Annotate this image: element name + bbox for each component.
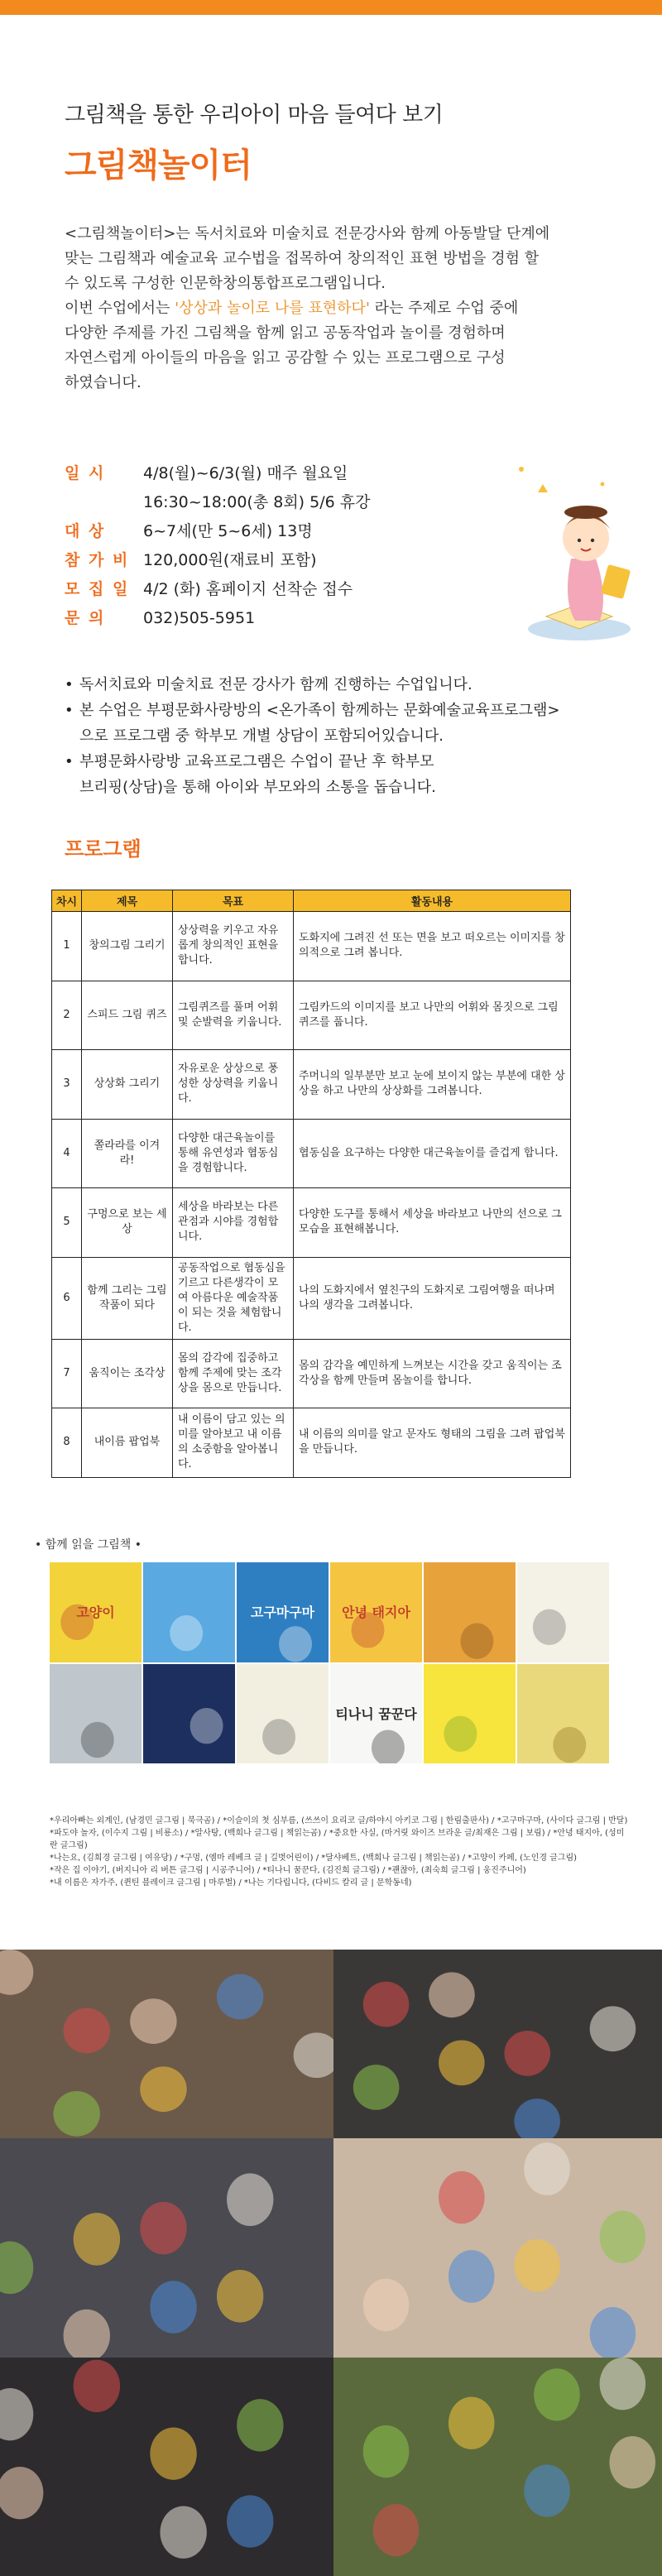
session-goal: 세상을 바라보는 다른 관점과 시야를 경험합니다. — [173, 1188, 294, 1258]
activity-photo — [0, 2138, 333, 2358]
session-title: 상상화 그리기 — [82, 1050, 173, 1120]
book-cover-title: 안녕 태지아 — [342, 1605, 410, 1621]
session-title: 움직이는 조각상 — [82, 1339, 173, 1408]
notice-item — [65, 672, 611, 698]
session-number: 1 — [52, 912, 82, 981]
book-cover-art — [143, 1562, 235, 1662]
session-number: 8 — [52, 1408, 82, 1478]
session-goal: 상상력을 키우고 자유롭게 창의적인 표현을 합니다. — [173, 912, 294, 981]
book-cover-art — [143, 1664, 235, 1764]
session-goal: 그림퀴즈를 풀며 어휘 및 순발력을 키웁니다. — [173, 981, 294, 1050]
session-activity: 내 이름의 의미를 알고 문자도 형태의 그림을 그려 팝업북을 만듭니다. — [294, 1408, 571, 1478]
book-cover — [143, 1562, 235, 1662]
session-activity: 나의 도화지에서 옆친구의 도화지로 그림여행을 떠나며 나의 생각을 그려봅니다. — [294, 1257, 571, 1339]
table-header-row — [52, 890, 571, 912]
photo-scene — [333, 2358, 662, 2576]
table-row — [52, 1050, 571, 1120]
session-activity: 다양한 도구를 통해서 세상을 바라보고 나만의 선으로 그 모습을 표현해봅니다. — [294, 1188, 571, 1258]
intro-line: 다양한 주제를 가진 그림책을 함께 읽고 공동작업과 놀이를 경험하며 — [65, 324, 506, 342]
credit-line: *내 이름은 자가주, (퀸틴 블레이크 글그림 | 마루벌) / *나는 기다립니다, (다비드 칼리 글 | 문학동네) — [50, 1878, 412, 1888]
page-title: 그림책놀이터 — [65, 146, 252, 185]
info-value: 16:30~18:00(총 8회) 5/6 휴강 — [143, 493, 371, 511]
book-cover — [330, 1562, 422, 1662]
photo-scene — [0, 2358, 333, 2576]
table-row — [52, 1119, 571, 1188]
child-reading-illustration — [513, 459, 637, 654]
table-row — [52, 1408, 571, 1478]
notice-item — [65, 749, 611, 800]
table-row — [52, 912, 571, 981]
session-number: 2 — [52, 981, 82, 1050]
session-activity: 도화지에 그려진 선 또는 면을 보고 떠오르는 이미지를 창의적으로 그려 봅니다. — [294, 912, 571, 981]
info-value: 120,000원(재료비 포함) — [143, 551, 317, 569]
column-header: 활동내용 — [294, 890, 571, 912]
session-number: 3 — [52, 1050, 82, 1120]
bullet-dot: • — [65, 753, 74, 770]
info-value: 6~7세(만 5~6세) 13명 — [143, 522, 313, 540]
photo-scene — [333, 1950, 662, 2138]
activity-photo-grid — [0, 1950, 662, 2576]
book-cover-art — [50, 1664, 142, 1764]
column-header: 목표 — [173, 890, 294, 912]
session-title: 구멍으로 보는 세상 — [82, 1188, 173, 1258]
photo-scene — [333, 2138, 662, 2358]
table-row — [52, 1188, 571, 1258]
book-cover-title: 티나니 꿈꾼다 — [335, 1705, 417, 1722]
info-label: 일 시 — [65, 464, 106, 482]
photo-scene — [0, 1950, 333, 2138]
info-recruit — [65, 575, 370, 604]
intro-line: 자연스럽게 아이들의 마음을 읽고 공감할 수 있는 프로그램으로 구성 — [65, 349, 506, 367]
program-section-title: 프로그램 — [65, 837, 142, 861]
info-block — [65, 459, 370, 633]
book-cover — [424, 1562, 516, 1662]
credit-line: *파도야 놀자, (이수지 그림 | 비룡소) / *알사탕, (백희나 글그림 | 책읽는곰) / *중요한 사실, (마거릿 와이즈 브라운 글/최재은 그림 | 보림) / *안녕 태지아, (성미란 글그림) — [50, 1829, 625, 1850]
info-label: 참 가 비 — [65, 551, 130, 569]
session-number: 7 — [52, 1339, 82, 1408]
intro-line: <그림책놀이터>는 독서치료와 미술치료 전문강사와 함께 아동발달 단계에 — [65, 225, 550, 242]
book-cover — [517, 1664, 609, 1764]
info-label: 대 상 — [65, 522, 106, 540]
session-title: 창의그림 그리기 — [82, 912, 173, 981]
info-label: 문 의 — [65, 609, 106, 627]
book-cover — [50, 1562, 142, 1662]
session-number: 4 — [52, 1119, 82, 1188]
book-cover — [50, 1664, 142, 1764]
table-row — [52, 1257, 571, 1339]
book-cover — [237, 1562, 329, 1662]
info-label: 모 집 일 — [65, 580, 130, 598]
session-goal: 내 이름이 담고 있는 의미를 알아보고 내 이름의 소중함을 알아봅니다. — [173, 1408, 294, 1478]
intro-text: 라는 주제로 수업 중에 — [369, 300, 519, 317]
bullet-dot: • — [65, 676, 74, 693]
info-value: 4/2 (화) 홈페이지 선착순 접수 — [143, 580, 353, 598]
intro-line: 맞는 그림책과 예술교육 교수법을 접목하여 창의적인 표현 방법을 경험 할 — [65, 250, 540, 267]
credit-line: *작은 집 이야기, (버지니아 리 버튼 글그림 | 시공주니어) / *티나니 꿈꾼다, (김진희 글그림) / *괜찮아, (최숙희 글그림 | 웅진주니어) — [50, 1866, 526, 1875]
credit-line: *나는요, (김희경 글그림 | 여유당) / *구멍, (엠마 레베크 글 | 길벗어린이) / *달샤베트, (백희나 글그림 | 책읽는곰) / *고양이 카페, (노인경 글그림) — [50, 1854, 578, 1863]
notice-text: 으로 프로그램 중 학부모 개별 상담이 포함되어있습니다. — [79, 727, 444, 745]
session-title: 함께 그리는 그림 작품이 되다 — [82, 1257, 173, 1339]
intro-line — [65, 296, 611, 321]
column-header: 제목 — [82, 890, 173, 912]
session-goal: 몸의 감각에 집중하고 함께 주제에 맞는 조각상을 몸으로 만듭니다. — [173, 1339, 294, 1408]
intro-highlight: '상상과 놀이로 나를 표현하다' — [175, 300, 370, 317]
info-value: 4/8(월)~6/3(월) 매주 월요일 — [143, 464, 348, 482]
book-cover — [424, 1664, 516, 1764]
photo-scene — [0, 2138, 333, 2358]
info-value: 032)505-5951 — [143, 609, 256, 627]
intro-line: 하였습니다. — [65, 374, 142, 391]
notice-text: 독서치료와 미술치료 전문 강사가 함께 진행하는 수업입니다. — [79, 676, 473, 693]
session-title: 스피드 그림 퀴즈 — [82, 981, 173, 1050]
book-cover-art — [517, 1664, 609, 1764]
book-cover — [237, 1664, 329, 1764]
activity-photo — [0, 1950, 333, 2138]
page-subtitle: 그림책을 통한 우리아이 마음 들여다 보기 — [65, 103, 444, 127]
info-target — [65, 517, 370, 546]
info-schedule — [65, 459, 370, 488]
session-number: 6 — [52, 1257, 82, 1339]
table-row — [52, 1339, 571, 1408]
session-activity: 주머니의 일부분만 보고 눈에 보이지 않는 부분에 대한 상상을 하고 나만의 상상화를 그려봅니다. — [294, 1050, 571, 1120]
session-number: 5 — [52, 1188, 82, 1258]
session-activity: 협동심을 요구하는 다양한 대근육놀이를 즐겁게 합니다. — [294, 1119, 571, 1188]
activity-photo — [333, 2138, 662, 2358]
notice-list — [65, 672, 611, 800]
activity-photo — [333, 1950, 662, 2138]
activity-photo — [333, 2358, 662, 2576]
info-contact — [65, 604, 370, 633]
book-cover — [517, 1562, 609, 1662]
book-cover — [330, 1664, 422, 1764]
info-fee — [65, 546, 370, 575]
notice-text: 부평문화사랑방 교육프로그램은 수업이 끝난 후 학부모 — [79, 753, 434, 770]
book-cover-title: 고구마구마 — [250, 1605, 315, 1621]
book-cover-grid — [50, 1562, 609, 1763]
session-activity: 그림카드의 이미지를 보고 나만의 어휘와 몸짓으로 그림퀴즈를 풉니다. — [294, 981, 571, 1050]
column-header: 차시 — [52, 890, 82, 912]
program-table — [51, 890, 571, 1478]
books-section-title: • 함께 읽을 그림책 • — [35, 1538, 142, 1552]
intro-paragraph — [65, 222, 611, 396]
session-activity: 몸의 감각을 예민하게 느껴보는 시간을 갖고 움직이는 조각상을 함께 만들며 몸놀이를 합니다. — [294, 1339, 571, 1408]
notice-text: 브리핑(상담)을 통해 아이와 부모와의 소통을 돕습니다. — [79, 779, 436, 796]
intro-line: 수 있도록 구성한 인문학창의통합프로그램입니다. — [65, 275, 386, 292]
table-row — [52, 981, 571, 1050]
notice-item — [65, 698, 611, 749]
session-goal: 다양한 대근육놀이를 통해 유연성과 협동심을 경험합니다. — [173, 1119, 294, 1188]
session-title: 내이름 팝업북 — [82, 1408, 173, 1478]
top-accent-bar — [0, 0, 662, 15]
credit-line: *우리아빠는 외계인, (남경민 글그림 | 북극곰) / *이슬이의 첫 심부름, (쓰쓰이 요리코 글/하야시 아키코 그림 | 한림출판사) / *고구마구마, (사이다 글그림 | 반달) — [50, 1816, 628, 1825]
book-cover-art — [237, 1664, 329, 1764]
bullet-dot: • — [65, 702, 74, 719]
intro-text: 이번 수업에서는 — [65, 300, 175, 317]
book-credits — [50, 1815, 629, 1889]
book-cover-art — [517, 1562, 609, 1662]
book-cover — [143, 1664, 235, 1764]
activity-photo — [0, 2358, 333, 2576]
book-cover-title: 고양이 — [76, 1605, 115, 1621]
notice-text: 본 수업은 부평문화사랑방의 <온가족이 함께하는 문화예술교육프로그램> — [79, 702, 560, 719]
book-cover-art — [424, 1562, 516, 1662]
session-goal: 공동작업으로 협동심을 기르고 다른생각이 모여 아름다운 예술작품이 되는 것을 체험합니다. — [173, 1257, 294, 1339]
session-title: 쫄라라를 이겨라! — [82, 1119, 173, 1188]
book-cover-art — [424, 1664, 516, 1764]
session-goal: 자유로운 상상으로 풍성한 상상력을 키웁니다. — [173, 1050, 294, 1120]
